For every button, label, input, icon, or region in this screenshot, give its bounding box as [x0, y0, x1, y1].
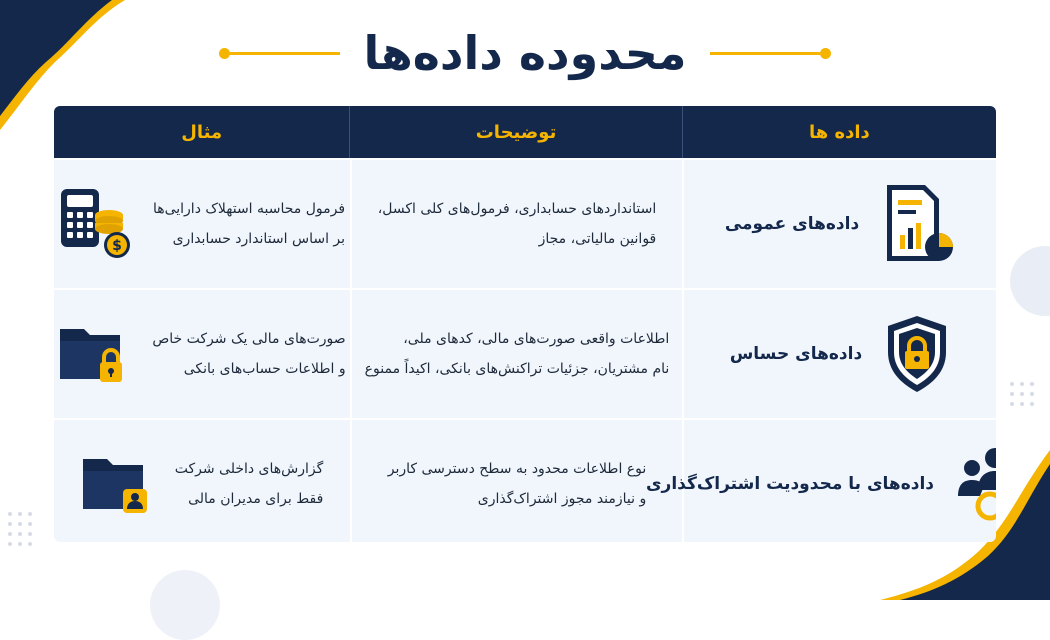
- example-cell: [54, 160, 350, 288]
- page-title: محدوده داده‌ها: [363, 26, 687, 80]
- title-line-left: [219, 48, 340, 59]
- title-line-right: [710, 48, 831, 59]
- data-label: داده‌های عمومی: [724, 214, 860, 234]
- description-line: استانداردهای حسابداری، فرمول‌های کلی اکسل،: [377, 201, 657, 217]
- example-text: [153, 194, 345, 254]
- dot-grid-decoration-right: [1006, 380, 1046, 440]
- title-rule: [230, 52, 340, 55]
- data-scope-table: [54, 106, 996, 542]
- description-line: قوانین مالیاتی، مجاز: [538, 231, 657, 247]
- description-cell: [350, 160, 682, 288]
- data-label: داده‌های حساس: [729, 344, 863, 364]
- title-dot: [219, 48, 230, 59]
- document-chart-icon: [881, 183, 955, 265]
- description-text: [365, 324, 670, 384]
- example-line: فرمول محاسبه استهلاک دارایی‌ها: [152, 201, 346, 217]
- example-line: فقط برای مدیران مالی: [188, 491, 324, 507]
- table-row: [54, 158, 996, 288]
- description-cell: [350, 420, 682, 542]
- data-cell: [682, 160, 996, 288]
- description-line: نام مشتریان، جزئیات تراکنش‌های بانکی، اکیداً ممنوع: [364, 361, 670, 377]
- table-row: [54, 288, 996, 418]
- header-description: توضیحات: [349, 106, 681, 158]
- example-cell: [54, 420, 350, 542]
- example-text: [175, 454, 324, 514]
- example-text: [152, 324, 345, 384]
- description-text: [378, 194, 657, 254]
- header-data: داده ها: [682, 106, 996, 158]
- right-circle-decoration: [1010, 246, 1050, 316]
- example-line: و اطلاعات حساب‌های بانکی: [183, 361, 346, 377]
- description-line: و نیازمند مجوز اشتراک‌گذاری: [477, 491, 647, 507]
- shield-lock-icon: [884, 314, 950, 394]
- data-label: داده‌های با محدودیت اشتراک‌گذاری: [645, 474, 935, 494]
- title-bar: [0, 18, 1050, 88]
- example-line: گزارش‌های داخلی شرکت: [174, 461, 324, 477]
- example-line: صورت‌های مالی یک شرکت خاص: [152, 331, 346, 347]
- folder-lock-icon: [58, 321, 132, 387]
- title-rule: [710, 52, 820, 55]
- description-text: [388, 454, 647, 514]
- table-header: [54, 106, 996, 158]
- description-line: اطلاعات واقعی صورت‌های مالی، کدهای ملی،: [403, 331, 670, 347]
- svg-text:$: $: [112, 238, 122, 254]
- description-line: نوع اطلاعات محدود به سطح دسترسی کاربر: [387, 461, 647, 477]
- header-example: مثال: [181, 121, 223, 143]
- data-cell: [645, 420, 996, 542]
- example-cell: [54, 290, 350, 418]
- description-cell: [350, 290, 682, 418]
- table-row: [54, 418, 996, 542]
- dot-grid-decoration: [6, 510, 46, 570]
- example-line: بر اساس استاندارد حسابداری: [172, 231, 346, 247]
- bottom-circle-decoration: [150, 570, 220, 640]
- folder-user-icon: [81, 451, 155, 517]
- calculator-coins-icon: [59, 187, 133, 261]
- title-dot: [820, 48, 831, 59]
- group-key-icon: [956, 444, 996, 524]
- data-cell: [682, 290, 996, 418]
